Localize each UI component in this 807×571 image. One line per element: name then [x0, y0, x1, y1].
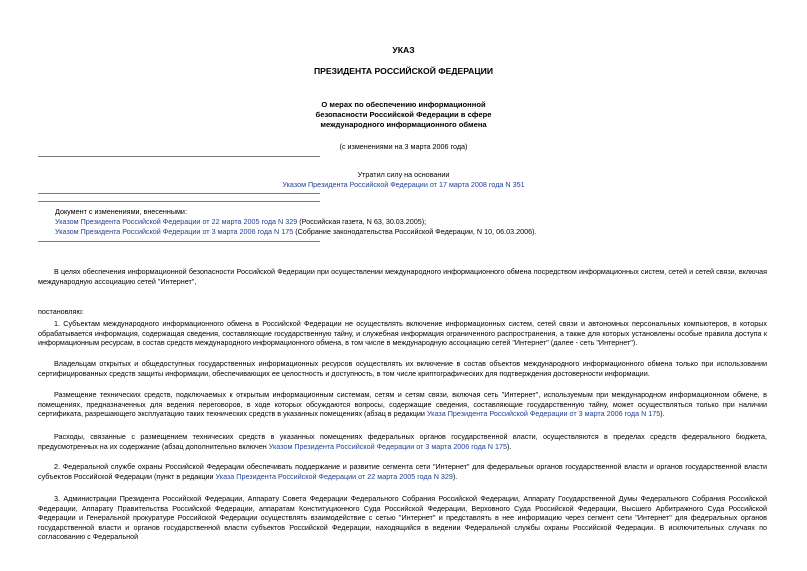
- amendment-link[interactable]: Указом Президента Российской Федерации от 22 марта 2005 года N 329: [55, 217, 298, 226]
- repeal-link[interactable]: Указом Президента Российской Федерации от 17 марта 2008 года N 351: [282, 180, 525, 189]
- paragraph-3-link[interactable]: Указа Президента Российской Федерации от 3 марта 2006 года N 175: [426, 409, 661, 419]
- repeal-note: Утратил силу на основании: [357, 170, 450, 179]
- document-issuer: ПРЕЗИДЕНТА РОССИЙСКОЙ ФЕДЕРАЦИИ: [313, 66, 494, 76]
- paragraph-1: 1. Субъектам международного информационного обмена в Российской Федерации не осуществлять включение информационных систем, сетей связи и автономных персональных компьютеров, в которых обрабатывается информация, содержащая сведения, составляющие государственную тайну, и служебная информация ограниченного распространения, а также для которых установлены особые правила доступа к информационным ресурсам, в состав средств международного информационного обмена, в том числе в международную ассоциацию сетей "Интернет" (далее - сеть "Интернет").: [38, 319, 767, 348]
- divider: [38, 241, 320, 242]
- amendment-item: Указом Президента Российской Федерации от 3 марта 2006 года N 175 (Собрание законодательства Российской Федерации, N 10, 06.03.2006).: [55, 227, 537, 236]
- subject-line-1: О мерах по обеспечению информационной: [321, 100, 486, 109]
- paragraph-5: 2. Федеральной службе охраны Российской Федерации обеспечивать поддержание и развитие сегмента сети "Интернет" для федеральных органов государственной власти и органов государственной власти субъектов Российской Федерации (пункт в редакции Указа Президента Российской Федерации от 22 марта 2005 года N 329).: [38, 462, 767, 481]
- divider: [38, 201, 320, 202]
- paragraph-5-link[interactable]: Указа Президента Российской Федерации от 22 марта 2005 года N 329: [215, 471, 453, 481]
- paragraph-6: 3. Администрации Президента Российской Федерации, Аппарату Совета Федерации Федерального Собрания Российской Федерации, Аппарату Государственной Думы Федерального Собрания Российской Федерации, Аппарату Правительства Российской Федерации, аппаратам Конституционного Суда Российской Федерации, Верховного Суда Российской Федерации, Высшего Арбитражного Суда Российской Федерации и Генеральной прокуратуре Российской Федерации осуществлять взаимодействие с сетью "Интернет" и представлять в нее информацию через сегмент сети "Интернет" для федеральных органов государственной власти и органов государственной власти субъектов Российской Федерации, находящийся в ведении Федеральной службы охраны Российской Федерации. В исключительных случаях по согласованию с Федеральной: [38, 494, 767, 542]
- paragraph-4: Расходы, связанные с размещением технических средств в указанных помещениях федеральных органов государственной власти, осуществляются в пределах средств федерального бюджета, предусмотренных на их содержание (абзац дополнительно включен Указом Президента Российской Федерации от 3 марта 2006 года N 175).: [38, 432, 767, 451]
- divider: [38, 156, 320, 157]
- decree-word: постановляю:: [38, 307, 84, 316]
- amendment-link[interactable]: Указом Президента Российской Федерации от 3 марта 2006 года N 175: [55, 227, 294, 236]
- amendments-label: Документ с изменениями, внесенными:: [55, 207, 187, 216]
- paragraph-3: Размещение технических средств, подключаемых к открытым информационным системам, сетям и сетям связи, включая сеть "Интернет", используемым при международном информационном обмене, в помещениях, предназначенных для ведения переговоров, в ходе которых обсуждаются вопросы, содержащие сведения, составляющие государственную тайну, может осуществляться только при наличии сертификата, разрешающего эксплуатацию таких технических средств в указанных помещениях (абзац в редакции Указа Президента Российской Федерации от 3 марта 2006 года N 175).: [38, 390, 767, 419]
- document-title: УКАЗ: [392, 45, 415, 55]
- subject-line-3: международного информационного обмена: [320, 120, 487, 129]
- subject-line-2: безопасности Российской Федерации в сфере: [315, 110, 492, 119]
- divider: [38, 193, 320, 194]
- paragraph-2: Владельцам открытых и общедоступных государственных информационных ресурсов осуществлять их включение в состав объектов международного информационного обмена только при использовании сертифицированных средств защиты информации, обеспечивающих ее целостность и доступность, в том числе криптографических для подтверждения достоверности информации.: [38, 359, 767, 378]
- preamble-paragraph: В целях обеспечения информационной безопасности Российской Федерации при осуществлении международного информационного обмена посредством информационных систем, сетей и сетей связи, включая международную ассоциацию сетей "Интернет",: [38, 267, 767, 286]
- amendment-item: Указом Президента Российской Федерации от 22 марта 2005 года N 329 (Российская газета, N 63, 30.03.2005);: [55, 217, 427, 226]
- paragraph-4-link[interactable]: Указом Президента Российской Федерации от 3 марта 2006 года N 175: [268, 441, 507, 451]
- amended-date: (с изменениями на 3 марта 2006 года): [339, 142, 468, 151]
